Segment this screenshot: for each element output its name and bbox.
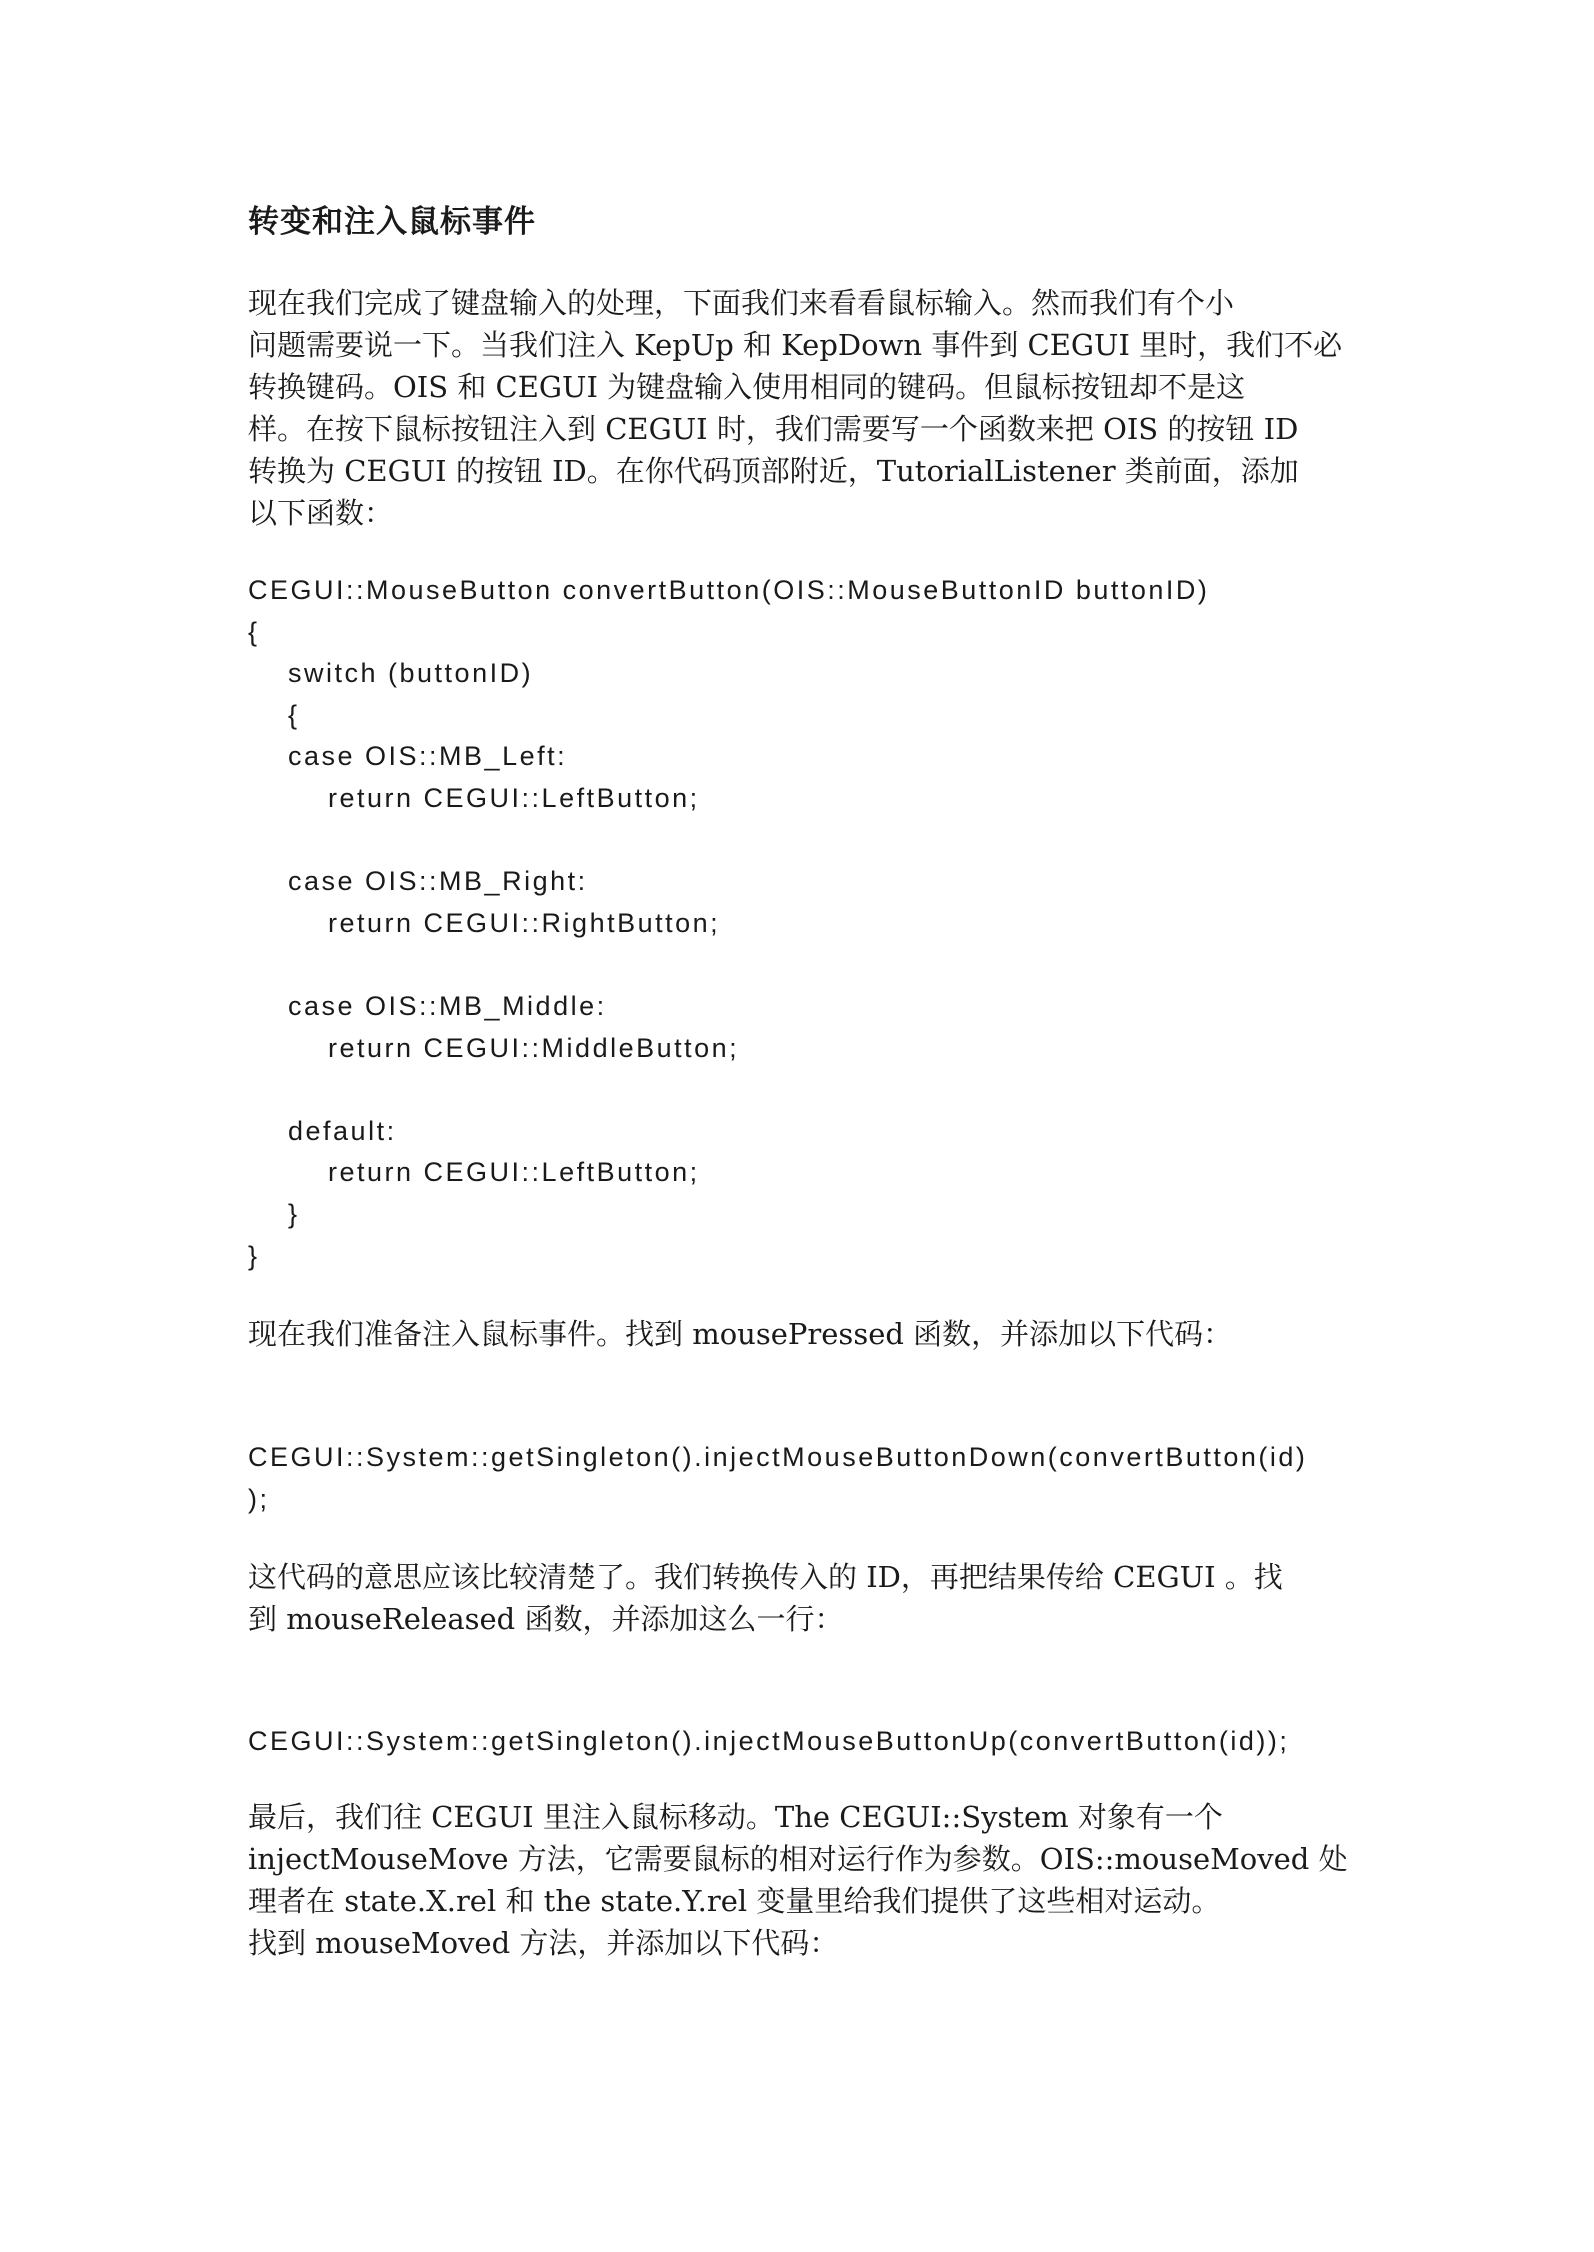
- text-line: 现在我们准备注入鼠标事件。找到 mousePressed 函数，并添加以下代码：: [248, 1317, 1233, 1351]
- code-line: case OIS::MB_Middle:: [248, 990, 607, 1021]
- text-line: 问题需要说一下。当我们注入 KepUp 和 KepDown 事件到 CEGUI 里时，我们不必: [248, 328, 1343, 362]
- code-line: {: [248, 699, 300, 730]
- text-line: 这代码的意思应该比较清楚了。我们转换传入的 ID，再把结果传给 CEGUI 。找: [248, 1560, 1283, 1594]
- mouse-released-paragraph: [248, 1556, 1358, 1640]
- text-line: 到 mouseReleased 函数，并添加这么一行：: [248, 1602, 844, 1636]
- code-line: switch (buttonID): [248, 658, 534, 689]
- convert-button-code-block: [248, 570, 1358, 1277]
- section-title: 转变和注入鼠标事件: [248, 204, 536, 240]
- code-line: CEGUI::System::getSingleton().injectMouseButtonUp(convertButton(id));: [248, 1726, 1290, 1756]
- code-line: }: [248, 1198, 300, 1229]
- code-line: [248, 944, 1358, 986]
- code-line: return CEGUI::MiddleButton;: [248, 1032, 740, 1063]
- inject-button-up-code: [248, 1720, 1358, 1762]
- text-line: 现在我们完成了键盘输入的处理，下面我们来看看鼠标输入。然而我们有个小: [248, 286, 1235, 320]
- code-line: [248, 1069, 1358, 1111]
- code-line: }: [248, 1240, 260, 1271]
- text-line: 找到 mouseMoved 方法，并添加以下代码：: [248, 1926, 839, 1960]
- inject-button-down-code: [248, 1436, 1358, 1520]
- code-line: case OIS::MB_Left:: [248, 741, 568, 772]
- text-line: 样。在按下鼠标按钮注入到 CEGUI 时，我们需要写一个函数来把 OIS 的按钮 ID: [248, 412, 1299, 446]
- text-line: 转换为 CEGUI 的按钮 ID。在你代码顶部附近，TutorialListener 类前面，添加: [248, 454, 1299, 488]
- text-line: 转换键码。OIS 和 CEGUI 为键盘输入使用相同的键码。但鼠标按钮却不是这: [248, 370, 1246, 404]
- text-line: 最后，我们往 CEGUI 里注入鼠标移动。The CEGUI::System 对象有一个: [248, 1800, 1223, 1834]
- code-line: CEGUI::System::getSingleton().injectMouseButtonDown(convertButton(id): [248, 1442, 1308, 1472]
- code-line: case OIS::MB_Right:: [248, 866, 588, 897]
- code-line: CEGUI::MouseButton convertButton(OIS::MouseButtonID buttonID): [248, 575, 1210, 605]
- code-line: return CEGUI::LeftButton;: [248, 1157, 700, 1188]
- text-line: 以下函数：: [248, 496, 394, 530]
- code-line: return CEGUI::LeftButton;: [248, 782, 700, 813]
- code-line: [248, 820, 1358, 862]
- mouse-pressed-paragraph: [248, 1313, 1358, 1355]
- mouse-moved-paragraph: [248, 1796, 1358, 1964]
- code-line: {: [248, 616, 260, 647]
- text-line: 理者在 state.X.rel 和 the state.Y.rel 变量里给我们提供了这些相对运动。: [248, 1884, 1221, 1918]
- code-line: default:: [248, 1115, 397, 1146]
- code-line: return CEGUI::RightButton;: [248, 907, 721, 938]
- intro-paragraph: [248, 282, 1358, 534]
- text-line: injectMouseMove 方法，它需要鼠标的相对运行作为参数。OIS::mouseMoved 处: [248, 1842, 1348, 1876]
- code-line: );: [248, 1484, 270, 1514]
